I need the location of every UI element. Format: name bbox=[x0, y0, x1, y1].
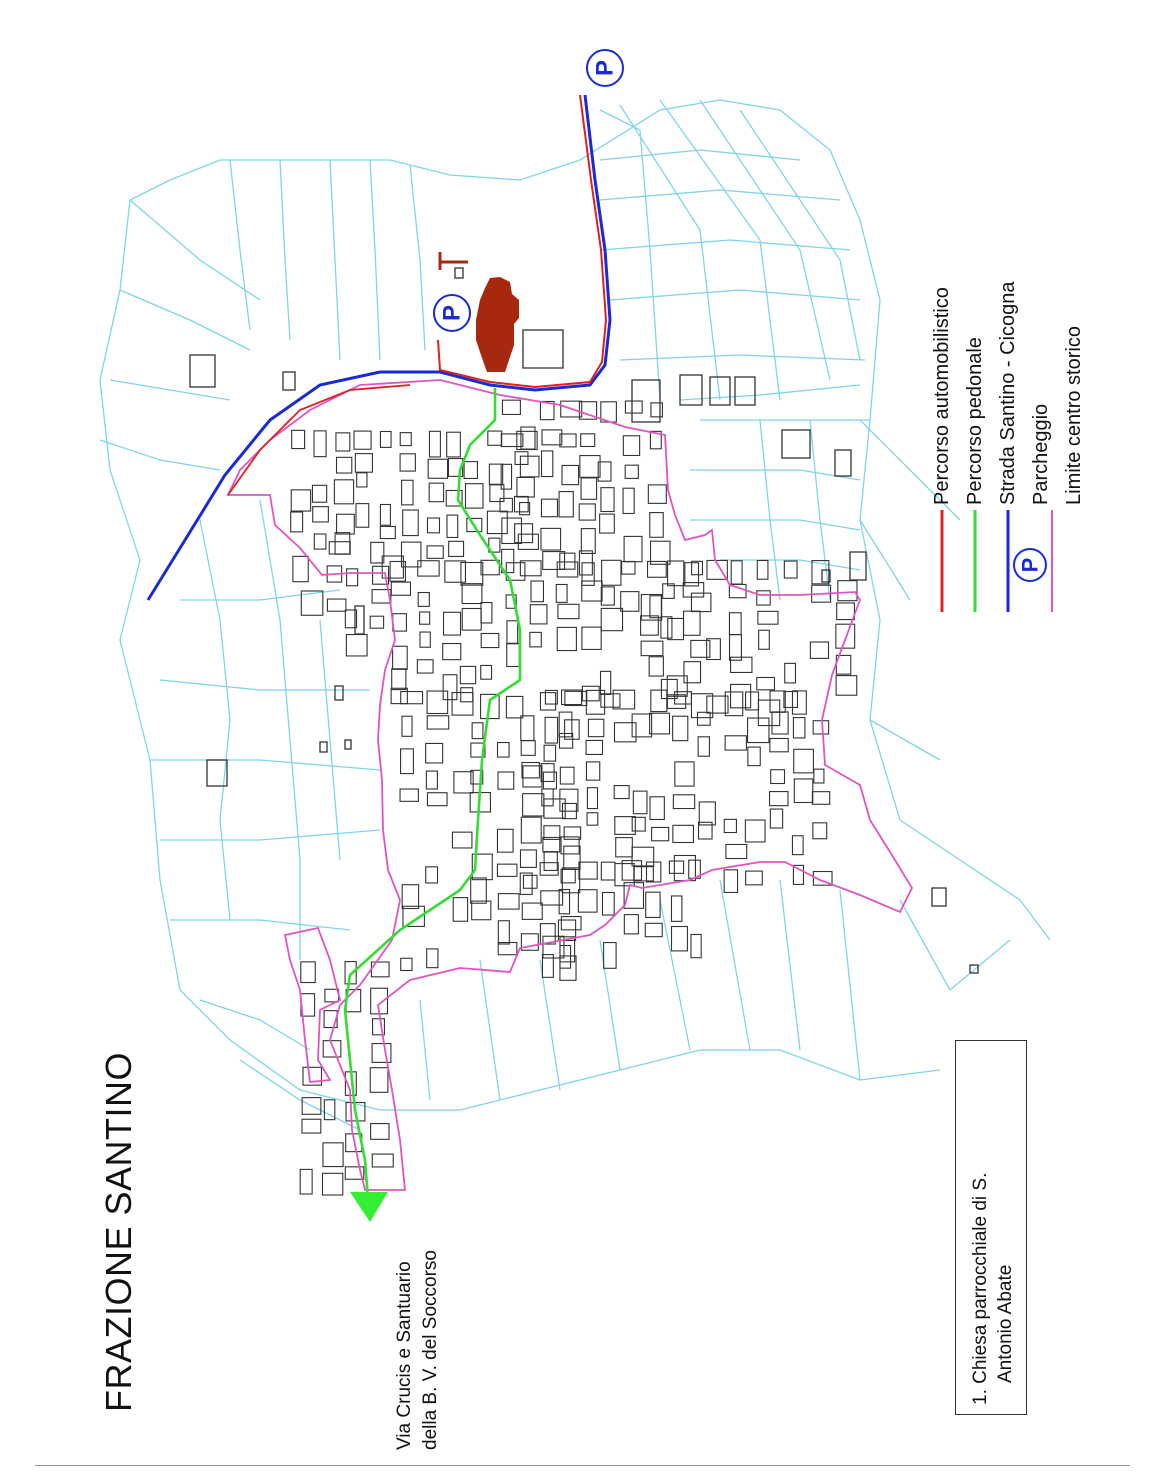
building bbox=[542, 430, 562, 445]
building bbox=[560, 767, 574, 784]
building bbox=[625, 465, 638, 478]
building bbox=[544, 745, 555, 761]
building bbox=[745, 820, 765, 842]
legend-symbols bbox=[942, 510, 1052, 612]
building bbox=[582, 686, 599, 701]
building bbox=[641, 616, 659, 635]
building bbox=[314, 431, 326, 457]
building bbox=[329, 542, 350, 554]
building bbox=[580, 456, 600, 478]
building bbox=[481, 665, 492, 679]
building bbox=[334, 480, 353, 504]
building bbox=[291, 490, 310, 511]
building bbox=[578, 890, 597, 912]
building bbox=[400, 789, 418, 801]
building bbox=[792, 836, 803, 855]
building bbox=[530, 605, 547, 624]
building bbox=[793, 718, 804, 738]
parking-marker-label: P bbox=[438, 304, 466, 322]
building bbox=[498, 772, 514, 789]
pedestrian-route bbox=[345, 388, 520, 1200]
building bbox=[812, 792, 829, 805]
building bbox=[675, 762, 694, 786]
building bbox=[427, 716, 448, 729]
building bbox=[429, 431, 440, 457]
building bbox=[684, 611, 700, 635]
building bbox=[327, 599, 345, 611]
building bbox=[601, 862, 615, 880]
building bbox=[601, 608, 622, 630]
building bbox=[370, 616, 383, 628]
building bbox=[401, 749, 414, 774]
building bbox=[420, 612, 430, 624]
building bbox=[337, 514, 355, 534]
building bbox=[697, 712, 710, 725]
building bbox=[426, 771, 437, 789]
building bbox=[417, 660, 433, 673]
building bbox=[561, 869, 575, 883]
building bbox=[601, 488, 614, 512]
building bbox=[293, 556, 308, 581]
building bbox=[579, 504, 595, 520]
building bbox=[449, 541, 464, 556]
building bbox=[757, 591, 770, 605]
building bbox=[356, 504, 369, 528]
building bbox=[454, 772, 473, 793]
building bbox=[729, 613, 741, 635]
building bbox=[559, 733, 572, 748]
building bbox=[500, 498, 512, 512]
building bbox=[757, 677, 775, 689]
building bbox=[836, 676, 857, 696]
building bbox=[426, 867, 438, 883]
building bbox=[323, 1143, 343, 1167]
svg-text:P: P bbox=[1017, 557, 1043, 573]
building bbox=[813, 721, 828, 734]
building bbox=[651, 690, 667, 711]
building bbox=[784, 692, 798, 708]
building bbox=[443, 644, 461, 660]
building bbox=[337, 457, 352, 473]
building bbox=[731, 561, 742, 584]
building bbox=[402, 716, 412, 736]
building bbox=[392, 669, 406, 690]
building bbox=[661, 617, 672, 638]
building bbox=[622, 561, 635, 574]
note-line-1: 1. Chiesa parrocchiale di S. bbox=[970, 1172, 991, 1405]
building bbox=[581, 434, 595, 447]
building bbox=[443, 675, 457, 700]
building bbox=[673, 716, 688, 740]
building bbox=[601, 671, 611, 694]
building bbox=[588, 719, 603, 736]
building bbox=[691, 694, 712, 718]
building bbox=[488, 431, 502, 445]
building bbox=[784, 561, 797, 578]
building bbox=[506, 696, 522, 717]
building bbox=[372, 1044, 391, 1063]
building bbox=[471, 878, 487, 903]
building bbox=[746, 871, 763, 885]
building bbox=[541, 499, 557, 517]
building bbox=[427, 793, 447, 806]
building bbox=[724, 870, 737, 893]
building bbox=[669, 861, 683, 873]
building bbox=[771, 770, 785, 784]
building bbox=[557, 627, 576, 650]
building bbox=[401, 958, 412, 970]
building bbox=[521, 817, 541, 843]
building bbox=[355, 454, 372, 473]
building bbox=[613, 690, 634, 709]
building bbox=[614, 786, 629, 799]
building bbox=[671, 896, 681, 921]
building bbox=[291, 512, 303, 532]
building bbox=[616, 838, 633, 857]
building bbox=[726, 844, 747, 858]
parking-marker-label: P bbox=[591, 59, 619, 77]
building bbox=[427, 949, 438, 968]
building bbox=[507, 621, 518, 644]
building bbox=[652, 827, 669, 840]
building bbox=[400, 433, 411, 446]
building bbox=[520, 456, 539, 477]
building bbox=[757, 560, 768, 579]
pedestrian-route-arrow-icon bbox=[350, 1192, 388, 1222]
building bbox=[645, 923, 662, 936]
building bbox=[403, 510, 419, 536]
building bbox=[418, 593, 429, 607]
building bbox=[586, 740, 602, 754]
building bbox=[507, 643, 520, 666]
building bbox=[582, 581, 602, 601]
building bbox=[391, 582, 410, 595]
building bbox=[759, 630, 770, 649]
building bbox=[632, 714, 652, 737]
parking-marker-church-icon[interactable] bbox=[434, 295, 470, 331]
building bbox=[673, 795, 694, 809]
building bbox=[770, 691, 785, 712]
building bbox=[427, 518, 439, 533]
building bbox=[312, 485, 326, 502]
building bbox=[472, 901, 491, 920]
building bbox=[372, 1154, 393, 1167]
building bbox=[426, 743, 443, 763]
building bbox=[587, 788, 597, 809]
building bbox=[380, 526, 395, 538]
building bbox=[565, 691, 587, 705]
building bbox=[462, 584, 482, 604]
building bbox=[313, 507, 329, 522]
building bbox=[650, 513, 663, 538]
building bbox=[587, 813, 598, 825]
building bbox=[650, 797, 664, 820]
building bbox=[300, 1169, 312, 1194]
building bbox=[530, 632, 541, 647]
building bbox=[380, 504, 390, 525]
building bbox=[561, 917, 581, 930]
building bbox=[521, 716, 534, 741]
building bbox=[460, 666, 475, 683]
destination-line-1: Via Crucis e Santuario bbox=[394, 1261, 415, 1450]
building bbox=[517, 477, 534, 497]
building bbox=[674, 855, 695, 880]
building bbox=[623, 436, 639, 456]
note-church bbox=[968, 1173, 1018, 1405]
building bbox=[632, 847, 654, 866]
building bbox=[497, 864, 517, 876]
building bbox=[634, 867, 654, 881]
building bbox=[724, 819, 736, 832]
outer-buildings bbox=[190, 268, 978, 973]
building bbox=[540, 693, 555, 710]
building bbox=[481, 634, 499, 648]
building bbox=[691, 934, 701, 957]
legend-item-parking: Parcheggio bbox=[1030, 403, 1052, 505]
building bbox=[302, 1119, 321, 1133]
building bbox=[336, 433, 350, 451]
building bbox=[521, 741, 535, 756]
building bbox=[335, 533, 350, 555]
building bbox=[447, 432, 461, 457]
building bbox=[673, 825, 694, 842]
building bbox=[646, 892, 660, 917]
building bbox=[502, 400, 520, 414]
building bbox=[354, 431, 371, 449]
building bbox=[523, 794, 544, 816]
legend-item-car-route: Percorso automobilistico bbox=[931, 287, 953, 505]
building bbox=[370, 1068, 388, 1093]
building bbox=[346, 635, 367, 656]
building bbox=[602, 893, 614, 916]
building bbox=[393, 646, 408, 669]
building bbox=[649, 657, 663, 676]
building bbox=[672, 927, 688, 951]
legend-item-road: Strada Santino - Cicogna bbox=[997, 281, 1019, 505]
building bbox=[794, 749, 814, 773]
legend bbox=[926, 282, 1091, 505]
building bbox=[402, 885, 418, 909]
building bbox=[785, 663, 796, 683]
map-title: FRAZIONE SANTINO bbox=[98, 1051, 139, 1412]
building bbox=[427, 546, 443, 558]
building bbox=[420, 632, 430, 647]
building bbox=[601, 587, 614, 605]
building bbox=[472, 723, 483, 739]
building bbox=[770, 738, 788, 751]
building bbox=[556, 584, 567, 602]
building bbox=[648, 485, 666, 503]
building bbox=[837, 603, 855, 620]
building bbox=[633, 791, 647, 814]
building bbox=[699, 802, 715, 825]
building bbox=[497, 743, 509, 758]
building bbox=[684, 662, 701, 683]
building bbox=[641, 641, 663, 655]
building bbox=[540, 863, 558, 876]
building bbox=[730, 635, 742, 661]
building bbox=[428, 459, 447, 478]
building bbox=[581, 529, 595, 554]
building bbox=[698, 737, 709, 756]
building bbox=[523, 875, 537, 888]
building bbox=[464, 462, 477, 479]
building bbox=[490, 485, 504, 502]
legend-item-historic-boundary: Limite centro storico bbox=[1063, 326, 1085, 505]
building bbox=[813, 823, 827, 839]
building bbox=[632, 817, 645, 831]
building bbox=[623, 488, 634, 513]
building bbox=[836, 624, 855, 648]
building bbox=[758, 611, 778, 624]
building bbox=[579, 862, 597, 879]
building bbox=[624, 536, 642, 561]
building bbox=[314, 534, 326, 549]
building bbox=[400, 454, 415, 471]
building bbox=[445, 561, 466, 582]
building bbox=[444, 612, 461, 635]
car-route bbox=[438, 95, 606, 387]
note-line-2: Antonio Abate bbox=[995, 1264, 1016, 1383]
building bbox=[515, 524, 533, 543]
building bbox=[514, 496, 528, 511]
building bbox=[560, 553, 575, 569]
building bbox=[650, 596, 661, 618]
building bbox=[725, 736, 746, 750]
building bbox=[602, 560, 621, 585]
building bbox=[838, 581, 857, 601]
building bbox=[650, 713, 670, 734]
legend-parking-icon bbox=[1014, 549, 1046, 581]
building bbox=[452, 832, 472, 848]
building bbox=[325, 989, 339, 1002]
building bbox=[380, 431, 391, 447]
building bbox=[292, 430, 305, 448]
historic-centre-boundary bbox=[228, 380, 912, 1190]
building bbox=[624, 915, 638, 934]
building bbox=[462, 609, 481, 631]
building bbox=[402, 480, 413, 505]
building bbox=[498, 921, 509, 944]
building bbox=[692, 561, 703, 574]
building bbox=[543, 552, 565, 570]
building bbox=[542, 451, 553, 477]
building bbox=[301, 962, 315, 983]
building bbox=[427, 691, 448, 713]
building bbox=[391, 688, 407, 703]
building bbox=[581, 478, 597, 499]
building bbox=[560, 946, 571, 969]
building bbox=[683, 583, 703, 597]
cadastral-parcels bbox=[100, 100, 1050, 1130]
building bbox=[746, 692, 759, 710]
building bbox=[586, 762, 599, 780]
building bbox=[520, 850, 536, 867]
church-number-marker bbox=[440, 252, 468, 270]
building bbox=[522, 763, 539, 778]
building bbox=[401, 692, 423, 704]
building bbox=[810, 642, 828, 658]
building bbox=[545, 717, 557, 743]
boundary-left-annex bbox=[285, 928, 340, 1082]
building bbox=[564, 827, 581, 839]
building bbox=[465, 484, 483, 508]
parking-marker-north-icon[interactable] bbox=[587, 50, 623, 86]
building bbox=[371, 1124, 389, 1140]
building bbox=[792, 691, 806, 714]
building bbox=[347, 569, 358, 586]
building bbox=[691, 593, 710, 611]
building bbox=[748, 747, 760, 766]
church-building bbox=[476, 277, 519, 372]
building bbox=[393, 614, 407, 631]
building bbox=[601, 694, 620, 707]
building bbox=[429, 483, 443, 502]
building bbox=[487, 511, 507, 533]
building bbox=[481, 603, 492, 623]
building bbox=[668, 618, 684, 639]
building bbox=[558, 604, 579, 618]
building bbox=[604, 943, 616, 969]
building bbox=[531, 581, 543, 602]
building bbox=[707, 639, 721, 660]
building bbox=[731, 684, 751, 707]
destination-line-2: della B. V. del Soccorso bbox=[420, 1250, 441, 1450]
building bbox=[564, 846, 580, 869]
building bbox=[452, 693, 473, 716]
page-bottom-rule bbox=[35, 1465, 1130, 1466]
building bbox=[770, 809, 782, 828]
building bbox=[447, 515, 458, 537]
building bbox=[541, 528, 561, 550]
building bbox=[814, 769, 824, 783]
building bbox=[522, 903, 542, 919]
building bbox=[515, 452, 528, 465]
building bbox=[357, 473, 367, 487]
building bbox=[621, 592, 639, 612]
building bbox=[481, 560, 499, 574]
building bbox=[497, 829, 513, 852]
building bbox=[600, 514, 615, 533]
building bbox=[614, 723, 636, 742]
building bbox=[461, 688, 473, 702]
building bbox=[559, 492, 573, 517]
building bbox=[498, 894, 519, 909]
building bbox=[520, 873, 532, 894]
building bbox=[770, 792, 788, 806]
building bbox=[453, 898, 467, 922]
building bbox=[501, 434, 523, 447]
building bbox=[651, 403, 663, 417]
building bbox=[544, 852, 557, 871]
building bbox=[582, 627, 601, 649]
building bbox=[794, 779, 812, 803]
building bbox=[625, 401, 642, 413]
destination-label bbox=[392, 1250, 444, 1450]
legend-item-pedestrian-route: Percorso pedonale bbox=[964, 337, 986, 505]
building bbox=[322, 1173, 342, 1195]
building bbox=[562, 465, 579, 484]
